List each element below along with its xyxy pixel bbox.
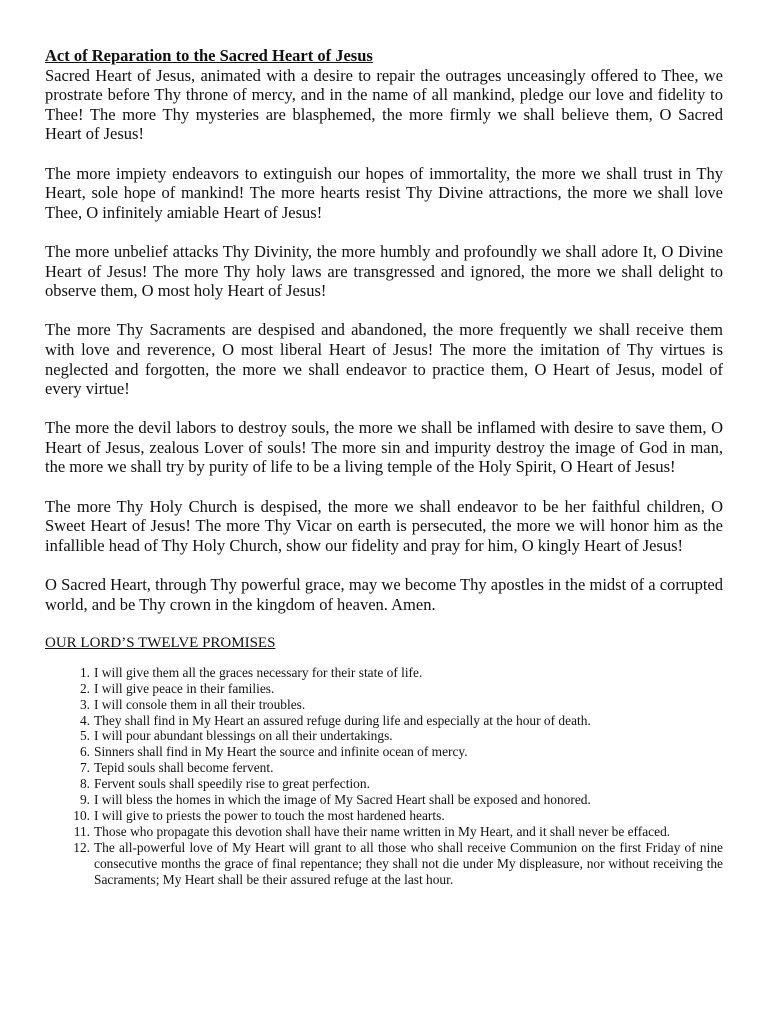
promise-number: 12.	[73, 839, 90, 855]
promise-number: 4.	[79, 712, 90, 728]
promise-number: 8.	[79, 776, 90, 792]
promise-item	[45, 681, 723, 697]
promise-item	[45, 665, 723, 681]
promise-number: 7.	[79, 760, 90, 776]
promise-number: 11.	[73, 823, 90, 839]
promise-number: 2.	[79, 680, 90, 696]
promise-text: I will pour abundant blessings on all their undertakings.	[94, 728, 393, 744]
promise-item	[45, 744, 723, 760]
promise-item	[45, 792, 723, 808]
prayer-paragraph-5: The more the devil labors to destroy souls, the more we shall be inflamed with desire to save them, O Heart of Jesus, zealous Lover of souls! The more sin and impurity destroy the image of God in man, the more we shall try by purity of life to be a living temple of the Holy Spirit, O Heart of Jesus!	[45, 418, 723, 477]
promise-text: The all-powerful love of My Heart will grant to all those who shall receive Communion on the first Friday of nine consecutive months the grace of final repentance; they shall not die under My displeasure, nor without receiving the Sacraments; My Heart shall be their assured refuge at the last hour.	[94, 839, 723, 887]
prayer-title: Act of Reparation to the Sacred Heart of Jesus	[45, 46, 373, 65]
prayer-paragraph-7: O Sacred Heart, through Thy powerful grace, may we become Thy apostles in the midst of a corrupted world, and be Thy crown in the kingdom of heaven. Amen.	[45, 575, 723, 614]
prayer-paragraph-4: The more Thy Sacraments are despised and abandoned, the more frequently we shall receive them with love and reverence, O most liberal Heart of Jesus! The more the imitation of Thy virtues is neglected and forgotten, the more we shall endeavor to practice them, O Heart of Jesus, model of every virtue!	[45, 320, 723, 399]
prayer-paragraph-6: The more Thy Holy Church is despised, the more we shall endeavor to be her faithful children, O Sweet Heart of Jesus! The more Thy Vicar on earth is persecuted, the more we will honor him as the infallible head of Thy Holy Church, show our fidelity and pray for him, O kingly Heart of Jesus!	[45, 496, 723, 555]
document-page	[45, 46, 723, 888]
promise-number: 9.	[79, 792, 90, 808]
promise-text: I will console them in all their troubles.	[94, 696, 306, 712]
promise-item	[45, 824, 723, 840]
promise-number: 1.	[79, 664, 90, 680]
promise-text: Those who propagate this devotion shall have their name written in My Heart, and it shall never be effaced.	[94, 823, 671, 839]
promise-text: Sinners shall find in My Heart the source and infinite ocean of mercy.	[94, 744, 468, 760]
promise-number: 5.	[79, 728, 90, 744]
promise-number: 10.	[73, 807, 90, 823]
promise-item	[45, 713, 723, 729]
promise-item	[45, 728, 723, 744]
promise-text: They shall find in My Heart an assured refuge during life and especially at the hour of death.	[94, 712, 591, 728]
promise-text: Fervent souls shall speedily rise to great perfection.	[94, 776, 370, 792]
promise-text: I will bless the homes in which the image of My Sacred Heart shall be exposed and honored.	[94, 792, 591, 808]
promise-item	[45, 840, 723, 888]
promise-item	[45, 760, 723, 776]
promises-heading: OUR LORD’S TWELVE PROMISES	[45, 634, 276, 651]
promise-text: I will give them all the graces necessary for their state of life.	[94, 664, 423, 680]
promise-number: 3.	[79, 696, 90, 712]
promise-item	[45, 808, 723, 824]
promise-text: Tepid souls shall become fervent.	[94, 760, 274, 776]
prayer-paragraph-3: The more unbelief attacks Thy Divinity, the more humbly and profoundly we shall adore It, O Divine Heart of Jesus! The more Thy holy laws are transgressed and ignored, the more we shall delight to observe them, O most holy Heart of Jesus!	[45, 241, 723, 301]
promise-item	[45, 776, 723, 792]
promises-list	[45, 665, 723, 888]
prayer-paragraph-1: Sacred Heart of Jesus, animated with a desire to repair the outrages unceasingly offered to Thee, we prostrate before Thy throne of mercy, and in the name of all mankind, pledge our love and fidelity to Thee! The more Thy mysteries are blasphemed, the more firmly we shall believe them, O Sacred Heart of Jesus!	[45, 65, 723, 144]
promise-item	[45, 697, 723, 713]
prayer-paragraph-2: The more impiety endeavors to extinguish our hopes of immortality, the more we shall trust in Thy Heart, sole hope of mankind! The more hearts resist Thy Divine attractions, the more we shall love Thee, O infinitely amiable Heart of Jesus!	[45, 163, 723, 222]
promise-text: I will give to priests the power to touch the most hardened hearts.	[94, 807, 445, 823]
promise-number: 6.	[79, 744, 90, 760]
promise-text: I will give peace in their families.	[94, 680, 275, 696]
